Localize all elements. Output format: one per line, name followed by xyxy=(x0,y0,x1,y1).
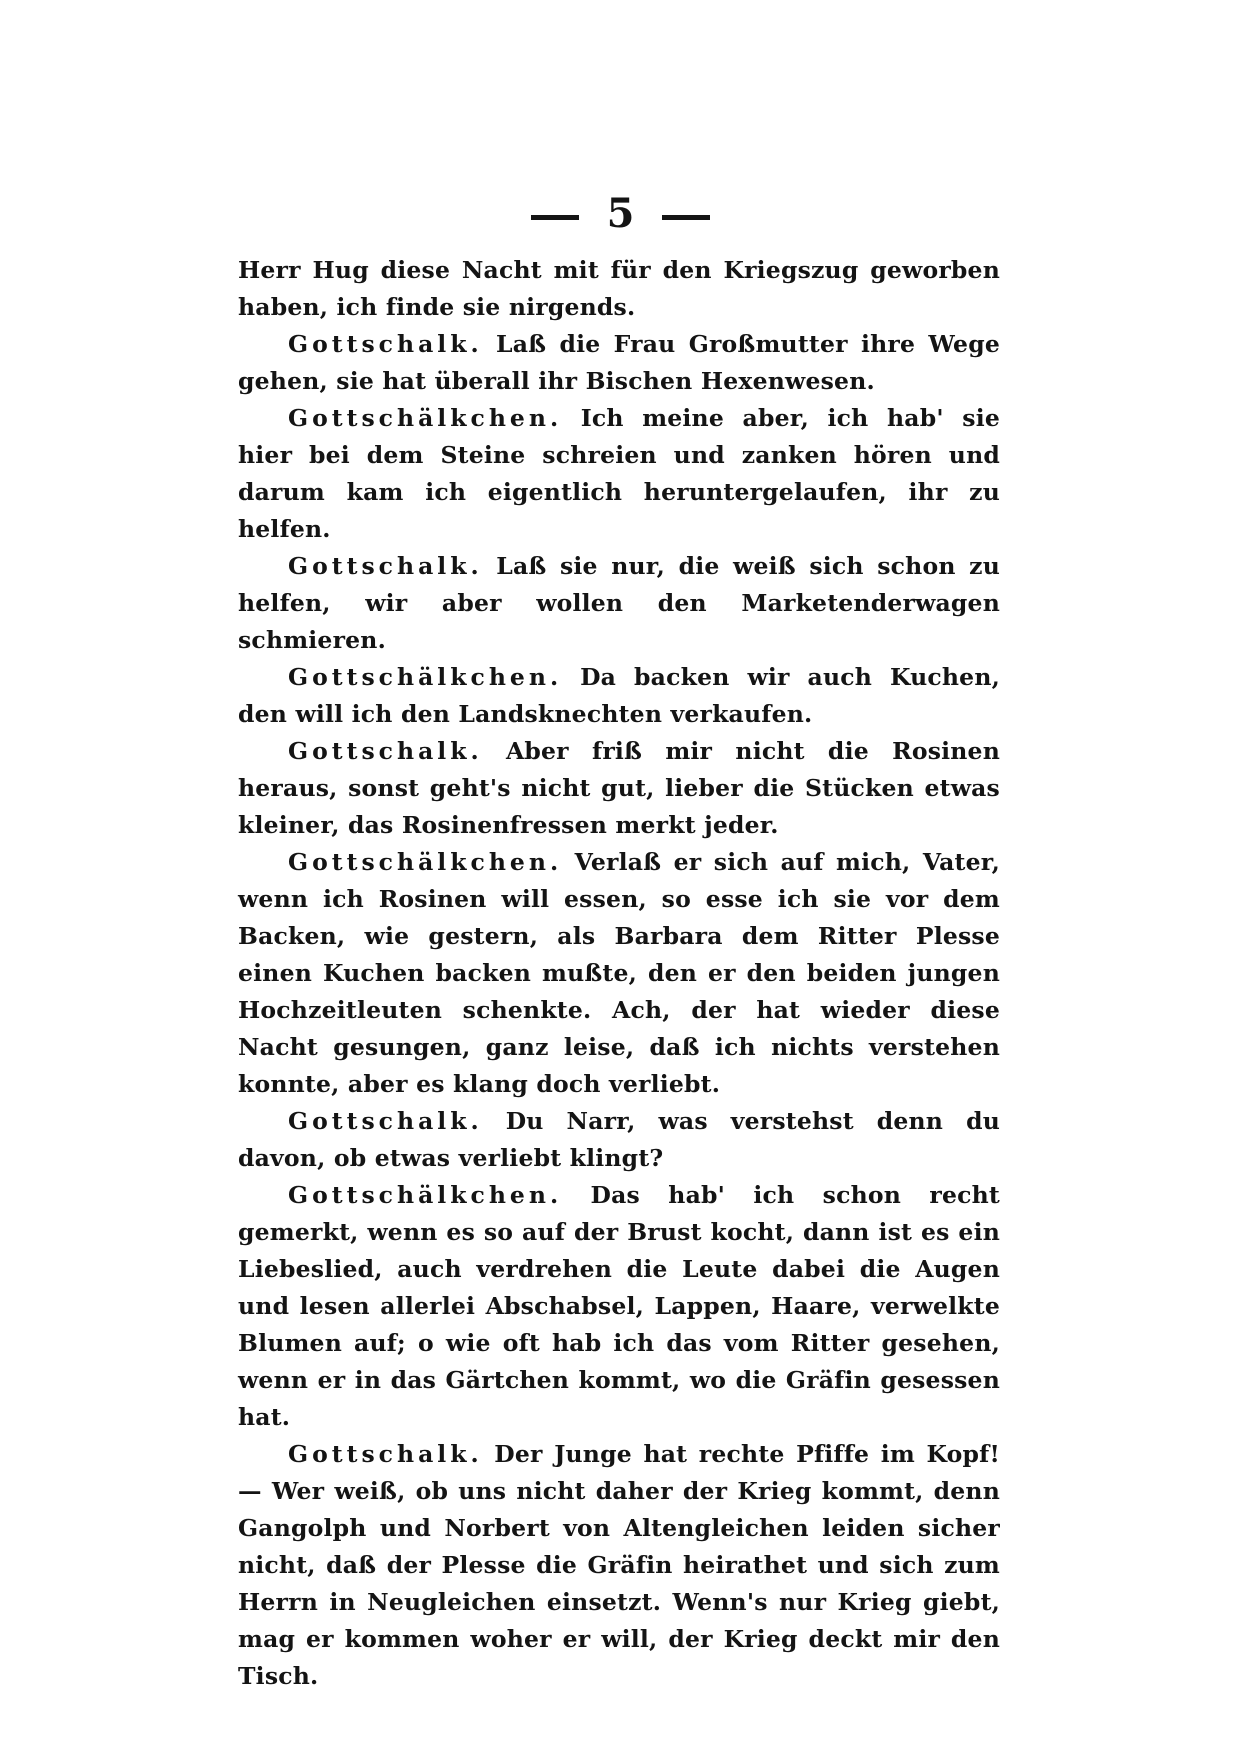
page-number: 5 xyxy=(606,190,635,237)
page-body xyxy=(238,252,1000,1695)
paragraph xyxy=(238,1103,1000,1177)
paragraph xyxy=(238,733,1000,844)
paragraph-text: Laß sie nur, die weiß sich schon zu helfen, wir aber wollen den Marketenderwagen schmieren. xyxy=(238,552,1000,654)
paragraph xyxy=(238,400,1000,548)
speaker-name: Gottschalk. xyxy=(288,737,483,765)
paragraph-text: Laß die Frau Großmutter ihre Wege gehen, sie hat überall ihr Bischen Hexenwesen. xyxy=(238,330,1000,395)
paragraph xyxy=(238,548,1000,659)
speaker-name: Gottschälkchen. xyxy=(288,848,563,876)
paragraph-text: Herr Hug diese Nacht mit für den Kriegszug geworben haben, ich finde sie nirgends. xyxy=(238,256,1000,321)
paragraph xyxy=(238,844,1000,1103)
header-dash-left xyxy=(531,215,579,220)
paragraph xyxy=(238,1436,1000,1695)
page-header xyxy=(0,190,1241,238)
speaker-name: Gottschälkchen. xyxy=(288,663,563,691)
speaker-name: Gottschalk. xyxy=(288,1440,483,1468)
paragraph-text: Das hab' ich schon recht gemerkt, wenn es so auf der Brust kocht, dann ist es ein Liebeslied, auch verdrehen die Leute dabei die Augen und lesen allerlei Abschabsel, Lappen, Haare, verwelkte Blumen auf; o wie oft hab ich das vom Ritter gesehen, wenn er in das Gärtchen kommt, wo die Gräfin gesessen hat. xyxy=(238,1181,1000,1431)
paragraph-text: Aber friß mir nicht die Rosinen heraus, sonst geht's nicht gut, lieber die Stücken etwas kleiner, das Rosinenfressen merkt jeder. xyxy=(238,737,1000,839)
paragraph-text: Da backen wir auch Kuchen, den will ich den Landsknechten verkaufen. xyxy=(238,663,1001,728)
paragraph xyxy=(238,326,1000,400)
paragraph xyxy=(238,1177,1000,1436)
paragraph-text: Ich meine aber, ich hab' sie hier bei dem Steine schreien und zanken hören und darum kam ich eigentlich heruntergelaufen, ihr zu helfen. xyxy=(238,404,1000,543)
header-dash-right xyxy=(662,215,710,220)
paragraph-text: Verlaß er sich auf mich, Vater, wenn ich Rosinen will essen, so esse ich sie vor dem Backen, wie gestern, als Barbara dem Ritter Plesse einen Kuchen backen mußte, den er den beiden jungen Hochzeitleuten schenkte. Ach, der hat wieder diese Nacht gesungen, ganz leise, daß ich nichts verstehen konnte, aber es klang doch verliebt. xyxy=(238,848,1000,1098)
paragraph-text: Der Junge hat rechte Pfiffe im Kopf! — Wer weiß, ob uns nicht daher der Krieg kommt, denn Gangolph und Norbert von Altengleichen leiden sicher nicht, daß der Plesse die Gräfin heirathet und sich zum Herrn in Neugleichen einsetzt. Wenn's nur Krieg giebt, mag er kommen woher er will, der Krieg deckt mir den Tisch. xyxy=(238,1440,1000,1690)
paragraph xyxy=(238,659,1000,733)
speaker-name: Gottschalk. xyxy=(288,552,483,580)
speaker-name: Gottschalk. xyxy=(288,330,483,358)
speaker-name: Gottschälkchen. xyxy=(288,1181,563,1209)
speaker-name: Gottschalk. xyxy=(288,1107,483,1135)
paragraph-text: Du Narr, was verstehst denn du davon, ob etwas verliebt klingt? xyxy=(238,1107,1000,1172)
paragraph xyxy=(238,252,1000,326)
speaker-name: Gottschälkchen. xyxy=(288,404,563,432)
